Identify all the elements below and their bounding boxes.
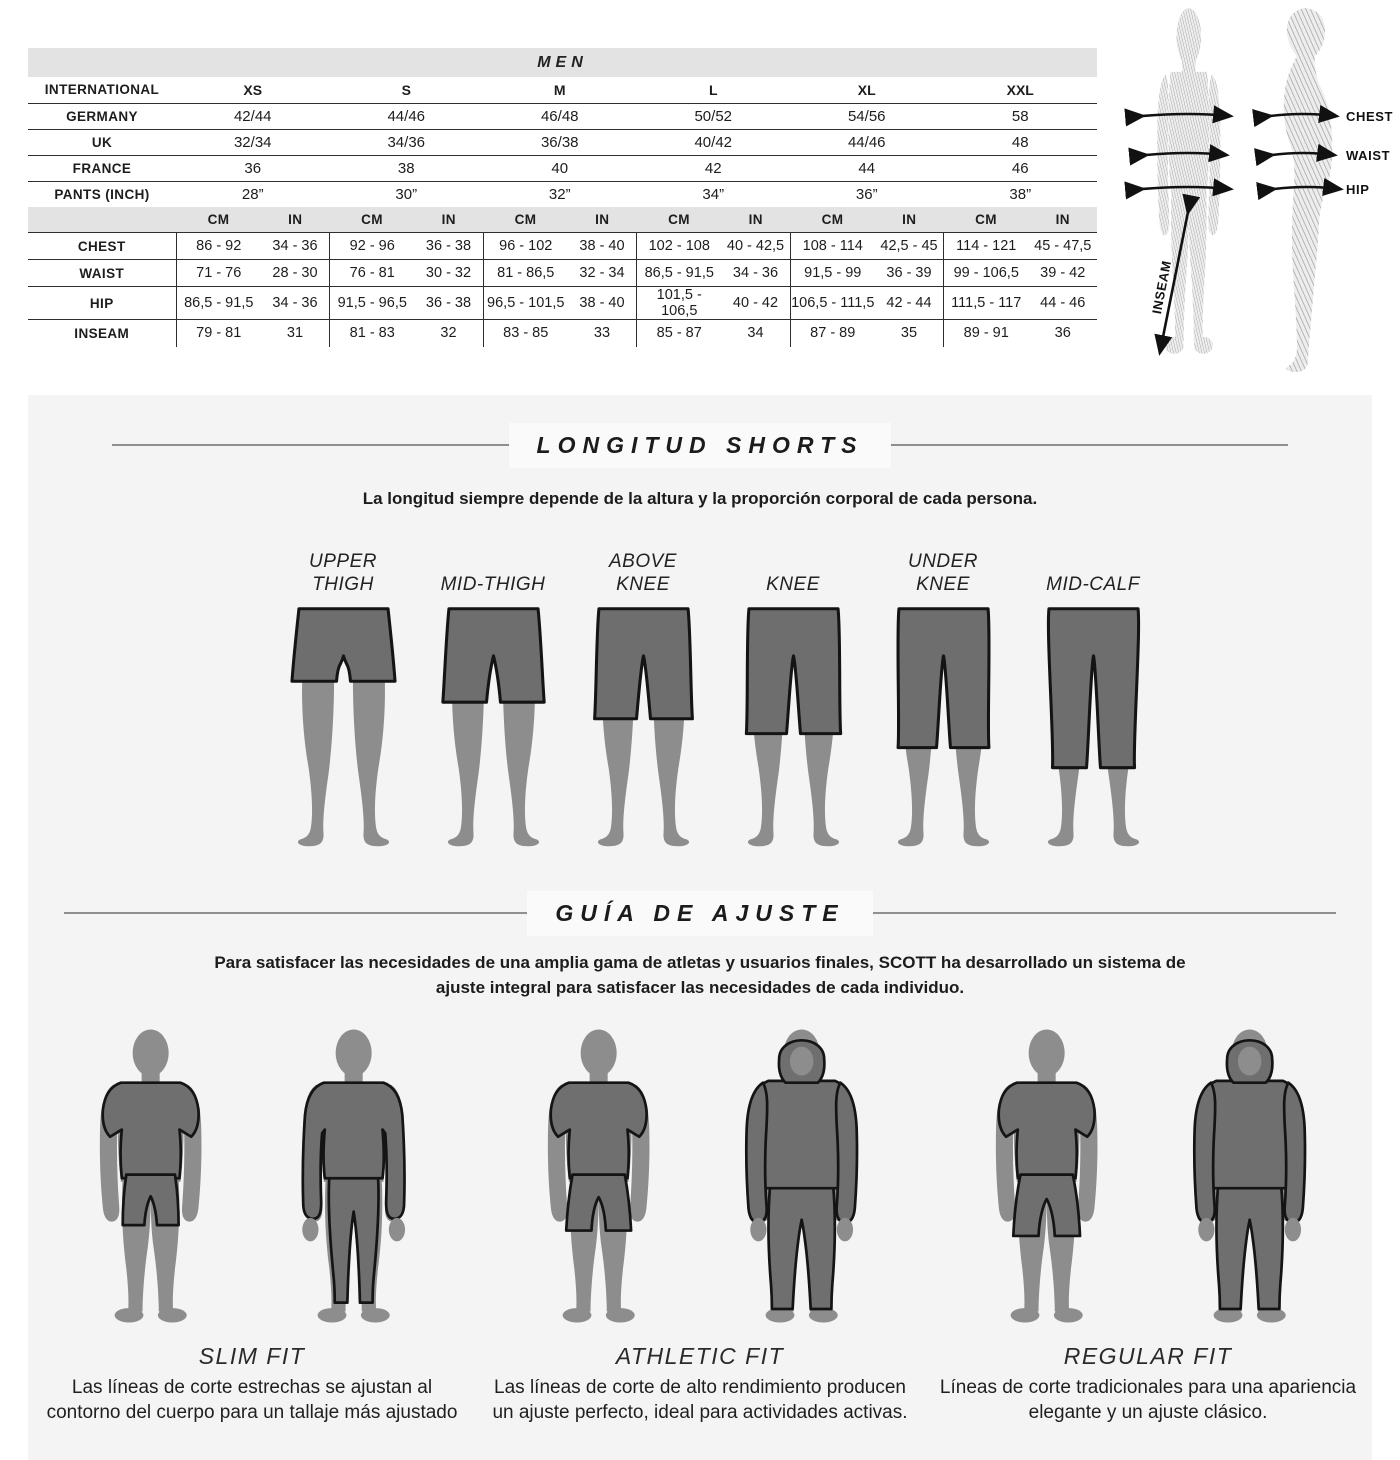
fit-guide-item xyxy=(28,1021,476,1425)
size-row-label: PANTS (INCH) xyxy=(54,186,150,202)
size-value: XL xyxy=(790,77,944,103)
measurement-in-value: 35 xyxy=(875,320,944,347)
measurement-in-value: 31 xyxy=(261,320,330,347)
fit-figures xyxy=(504,1021,897,1327)
measurement-cm-value: 114 - 121 xyxy=(944,233,1029,260)
measurement-in-value: 34 xyxy=(722,320,791,347)
shorts-length-figure xyxy=(878,596,1009,867)
measurement-cm-value: 79 - 81 xyxy=(176,320,261,347)
heading-line-left xyxy=(64,912,527,914)
size-table-row xyxy=(28,129,1097,155)
measurement-cm-value: 89 - 91 xyxy=(944,320,1029,347)
size-value: 30” xyxy=(395,185,418,203)
size-table-row xyxy=(28,181,1097,207)
measurement-in-value: 38 - 40 xyxy=(568,233,637,260)
tshirt-shorts-figure xyxy=(504,1025,693,1327)
fit-guide-item xyxy=(924,1021,1372,1425)
hoodie-pants-figure xyxy=(1155,1025,1344,1327)
measurement-in-value: 32 - 34 xyxy=(568,260,637,287)
fit-intro-text: Para satisfacer las necesidades de una amplia gama de atletas y usuarios finales, SCOTT ha desarrollado un sistema de ajuste integral para satisfacer las necesidades de cada individuo. xyxy=(214,953,1186,997)
shorts-length-figure xyxy=(1028,596,1159,867)
measurement-cm-value: 111,5 - 117 xyxy=(944,287,1029,320)
size-value: 34/36 xyxy=(330,129,484,155)
size-value: 44/46 xyxy=(790,129,944,155)
side-silhouette xyxy=(1284,8,1333,372)
size-value: M xyxy=(483,77,637,103)
measurement-in-value: 28 - 30 xyxy=(261,260,330,287)
size-row-label: UK xyxy=(28,129,176,155)
shorts-figure-svg xyxy=(278,600,409,862)
measurement-row xyxy=(28,287,1097,320)
shorts-figure-svg xyxy=(878,600,1009,862)
size-value: 32” xyxy=(548,185,571,203)
measurement-in-value: 38 - 40 xyxy=(568,287,637,320)
unit-header: IN xyxy=(415,207,484,233)
measurement-row xyxy=(28,233,1097,260)
measurement-in-value: 40 - 42,5 xyxy=(722,233,791,260)
unit-header: IN xyxy=(1029,207,1098,233)
measurement-cm-value: 101,5 - 106,5 xyxy=(637,287,722,320)
unit-header: CM xyxy=(483,207,568,233)
measurement-in-value: 39 - 42 xyxy=(1029,260,1098,287)
measurement-cm-value: 91,5 - 96,5 xyxy=(330,287,415,320)
fit-guide-row xyxy=(28,1021,1372,1425)
unit-header: IN xyxy=(875,207,944,233)
measurement-in-value: 34 - 36 xyxy=(722,260,791,287)
hoodie-pants-figure xyxy=(707,1025,896,1327)
measurement-row xyxy=(28,320,1097,347)
measurement-cm-value: 96 - 102 xyxy=(483,233,568,260)
fit-description: Las líneas de corte de alto rendimiento producen un ajuste perfecto, ideal para actividades activas. xyxy=(492,1377,908,1424)
shorts-figure-svg xyxy=(1028,600,1159,862)
shorts-length-label: UPPER THIGH xyxy=(309,551,377,595)
measurement-in-value: 34 - 36 xyxy=(261,287,330,320)
measurement-row-label: HIP xyxy=(28,287,176,320)
heading-line-right xyxy=(873,912,1336,914)
fit-name: ATHLETIC FIT xyxy=(615,1343,785,1369)
measurement-cm-value: 71 - 76 xyxy=(176,260,261,287)
unit-header: CM xyxy=(944,207,1029,233)
guide-panel xyxy=(28,395,1372,1460)
shorts-figure-svg xyxy=(728,600,859,862)
measurement-cm-value: 87 - 89 xyxy=(790,320,875,347)
unit-header: CM xyxy=(176,207,261,233)
measurement-in-value: 45 - 47,5 xyxy=(1029,233,1098,260)
shorts-length-item xyxy=(868,538,1018,867)
size-row-label: GERMANY xyxy=(28,103,176,129)
size-value: 38” xyxy=(1009,185,1032,203)
measurement-row-label: CHEST xyxy=(28,233,176,260)
body-measurement-diagram xyxy=(1122,0,1400,392)
shorts-length-row xyxy=(268,538,1168,867)
size-table-row xyxy=(28,77,1097,103)
size-value: XS xyxy=(176,77,330,103)
size-tables-section xyxy=(28,48,1097,347)
size-value: 46 xyxy=(944,155,1098,181)
shorts-subtitle: La longitud siempre depende de la altura y la proporción corporal de cada persona. xyxy=(362,489,1038,508)
measurement-cm-value: 99 - 106,5 xyxy=(944,260,1029,287)
measurement-in-value: 32 xyxy=(415,320,484,347)
shorts-length-label: ABOVE KNEE xyxy=(609,551,677,595)
measurement-cm-value: 102 - 108 xyxy=(637,233,722,260)
size-value: 28” xyxy=(241,185,264,203)
shorts-length-item xyxy=(1018,538,1168,867)
measure-table-body xyxy=(28,233,1097,347)
shorts-length-item xyxy=(418,538,568,867)
unit-header: IN xyxy=(722,207,791,233)
measurement-cm-value: 92 - 96 xyxy=(330,233,415,260)
size-value: 46/48 xyxy=(483,103,637,129)
size-value: S xyxy=(330,77,484,103)
measurement-in-value: 36 - 39 xyxy=(875,260,944,287)
fit-figures xyxy=(952,1021,1345,1327)
size-value: 38 xyxy=(330,155,484,181)
size-value: 50/52 xyxy=(637,103,791,129)
tshirt-shorts-figure xyxy=(56,1025,245,1327)
shorts-length-item xyxy=(718,538,868,867)
measurement-cm-value: 96,5 - 101,5 xyxy=(483,287,568,320)
measurement-cm-value: 86 - 92 xyxy=(176,233,261,260)
fit-section-title: GUÍA DE AJUSTE xyxy=(527,891,872,936)
size-value: 36 xyxy=(176,155,330,181)
measurement-in-value: 33 xyxy=(568,320,637,347)
size-value: 40/42 xyxy=(637,129,791,155)
measurement-cm-value: 83 - 85 xyxy=(483,320,568,347)
fit-guide-item xyxy=(476,1021,924,1425)
size-table-row xyxy=(28,155,1097,181)
size-value: 44/46 xyxy=(330,103,484,129)
measurement-row-label: WAIST xyxy=(28,260,176,287)
size-value: L xyxy=(637,77,791,103)
measurement-in-value: 36 - 38 xyxy=(415,233,484,260)
unit-header: CM xyxy=(330,207,415,233)
size-value: 32/34 xyxy=(176,129,330,155)
shorts-length-figure xyxy=(578,596,709,867)
shorts-length-figure xyxy=(428,596,559,867)
waist-label: WAIST xyxy=(1346,148,1391,163)
measurement-in-value: 36 xyxy=(1029,320,1098,347)
size-value: 54/56 xyxy=(790,103,944,129)
measurement-cm-value: 81 - 83 xyxy=(330,320,415,347)
shorts-length-figure xyxy=(278,596,409,867)
fit-name: SLIM FIT xyxy=(198,1343,306,1369)
shorts-length-label: MID-THIGH xyxy=(440,573,546,595)
unit-header: IN xyxy=(568,207,637,233)
size-table xyxy=(28,77,1097,207)
inseam-label: INSEAM xyxy=(1149,259,1175,316)
size-value: 36/38 xyxy=(483,129,637,155)
unit-header: CM xyxy=(790,207,875,233)
shorts-length-label: MID-CALF xyxy=(1046,573,1140,595)
fit-figures xyxy=(56,1021,449,1327)
fit-description: Las líneas de corte estrechas se ajustan al contorno del cuerpo para un tallaje más ajustado xyxy=(46,1377,458,1424)
measurement-cm-value: 91,5 - 99 xyxy=(790,260,875,287)
size-value: 42/44 xyxy=(176,103,330,129)
measurement-cm-value: 81 - 86,5 xyxy=(483,260,568,287)
unit-header: CM xyxy=(637,207,722,233)
measure-header-row xyxy=(28,207,1097,233)
hip-label: HIP xyxy=(1346,182,1370,197)
size-value: 40 xyxy=(483,155,637,181)
measurement-in-value: 40 - 42 xyxy=(722,287,791,320)
measurement-in-value: 36 - 38 xyxy=(415,287,484,320)
shorts-section-title: LONGITUD SHORTS xyxy=(509,423,892,468)
measurement-cm-value: 86,5 - 91,5 xyxy=(176,287,261,320)
measurement-cm-value: 108 - 114 xyxy=(790,233,875,260)
size-value: 44 xyxy=(790,155,944,181)
size-value: 58 xyxy=(944,103,1098,129)
tshirt-shorts-figure xyxy=(952,1025,1141,1327)
fit-name: REGULAR FIT xyxy=(1063,1343,1233,1369)
measurement-cm-value: 76 - 81 xyxy=(330,260,415,287)
shorts-length-item xyxy=(268,538,418,867)
unit-header: IN xyxy=(261,207,330,233)
shorts-section-heading xyxy=(112,425,1288,465)
corner-cell xyxy=(28,207,176,233)
size-value: 34” xyxy=(702,185,725,203)
shorts-figure-svg xyxy=(578,600,709,862)
body-diagram-svg xyxy=(1122,0,1400,392)
shorts-length-item xyxy=(568,538,718,867)
longsleeve-tights-figure xyxy=(259,1025,448,1327)
heading-line-left xyxy=(112,444,509,446)
measurement-cm-value: 86,5 - 91,5 xyxy=(637,260,722,287)
size-table-body xyxy=(28,77,1097,207)
measurement-in-value: 42 - 44 xyxy=(875,287,944,320)
fit-section-heading xyxy=(64,893,1336,933)
size-row-label: INTERNATIONAL xyxy=(28,77,176,103)
size-table-row xyxy=(28,103,1097,129)
measurement-table xyxy=(28,207,1097,347)
measurement-cm-value: 106,5 - 111,5 xyxy=(790,287,875,320)
measurement-in-value: 44 - 46 xyxy=(1029,287,1098,320)
front-silhouette xyxy=(1157,8,1220,354)
fit-description: Líneas de corte tradicionales para una apariencia elegante y un ajuste clásico. xyxy=(939,1377,1357,1424)
heading-line-right xyxy=(891,444,1288,446)
measurement-in-value: 34 - 36 xyxy=(261,233,330,260)
men-table-title: MEN xyxy=(28,48,1097,77)
size-value: 36” xyxy=(855,185,878,203)
measurement-cm-value: 85 - 87 xyxy=(637,320,722,347)
measurement-in-value: 42,5 - 45 xyxy=(875,233,944,260)
measurement-row-label: INSEAM xyxy=(28,320,176,347)
size-value: 42 xyxy=(637,155,791,181)
shorts-length-label: UNDER KNEE xyxy=(907,551,979,595)
size-value: XXL xyxy=(944,77,1098,103)
shorts-length-figure xyxy=(728,596,859,867)
shorts-figure-svg xyxy=(428,600,559,862)
size-value: 48 xyxy=(944,129,1098,155)
size-row-label: FRANCE xyxy=(28,155,176,181)
measurement-row xyxy=(28,260,1097,287)
shorts-length-label: KNEE xyxy=(766,573,820,595)
measurement-in-value: 30 - 32 xyxy=(415,260,484,287)
chest-label: CHEST xyxy=(1346,109,1394,124)
